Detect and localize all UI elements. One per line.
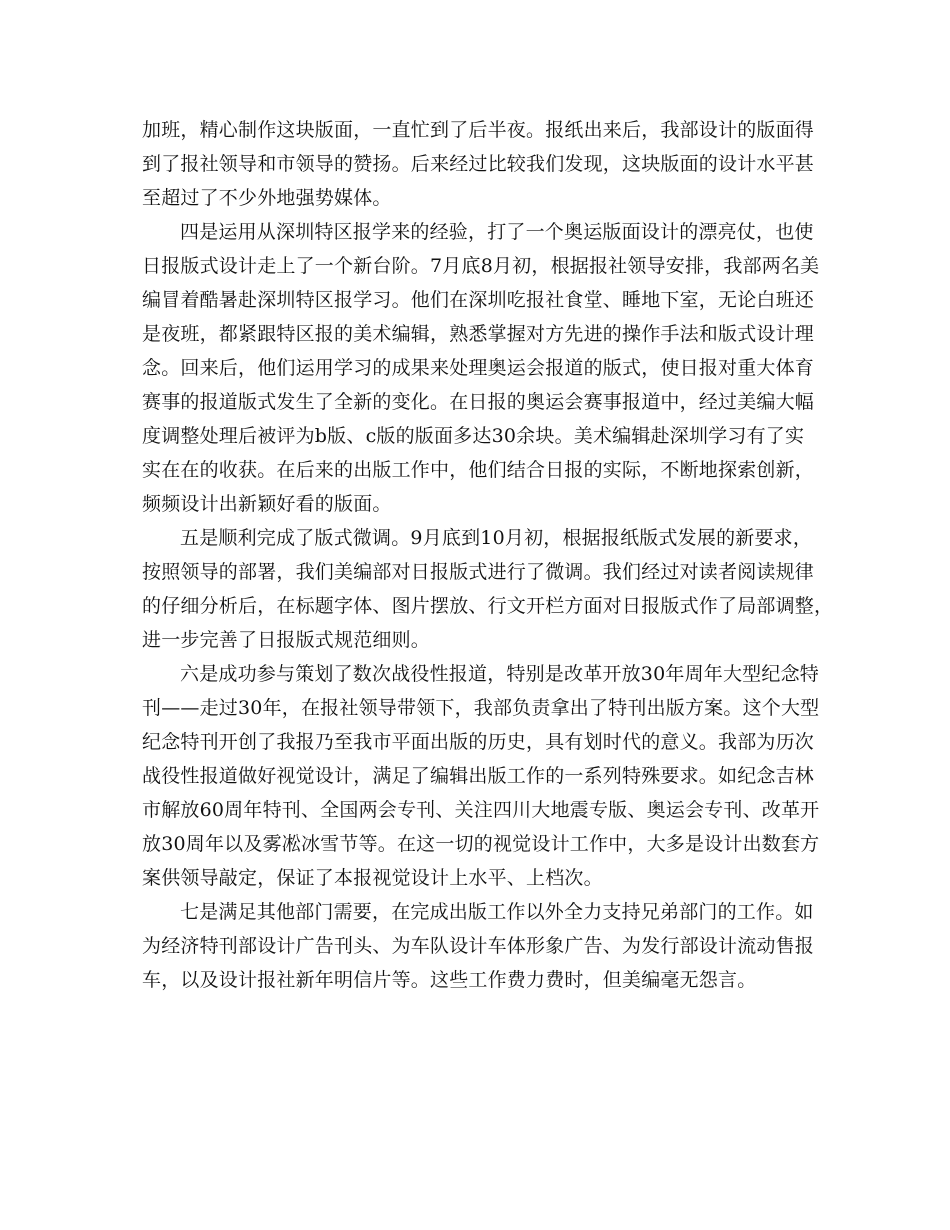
paragraph-3	[142, 521, 834, 657]
text-line: 至超过了不少外地强势媒体。	[142, 187, 392, 209]
paragraph-2	[142, 215, 820, 521]
text-line: 刊——走过30年，在报社领导带领下，我部负责拿出了特刊出版方案。这个大型	[142, 697, 820, 719]
text-line: 进一步完善了日报版式规范细则。	[142, 629, 431, 651]
text-line: 放30周年以及雾凇冰雪节等。在这一切的视觉设计工作中，大多是设计出数套方	[142, 833, 820, 855]
paragraph-1	[142, 113, 815, 215]
text-line: 日报版式设计走上了一个新台阶。7月底8月初，根据报社领导安排，我部两名美	[142, 255, 820, 277]
text-line: 六是成功参与策划了数次战役性报道，特别是改革开放30年周年大型纪念特	[180, 663, 819, 685]
text-line: 频频设计出新颖好看的版面。	[142, 493, 392, 515]
text-line: 编冒着酷暑赴深圳特区报学习。他们在深圳吃报社食堂、睡地下室，无论白班还	[142, 289, 815, 311]
text-line: 七是满足其他部门需要，在完成出版工作以外全力支持兄弟部门的工作。如	[180, 901, 814, 923]
text-line: 念。回来后，他们运用学习的成果来处理奥运会报道的版式，使日报对重大体育	[142, 357, 815, 379]
text-line: 度调整处理后被评为b版、c版的版面多达30余块。美术编辑赴深圳学习有了实	[142, 425, 805, 447]
text-line: 车，以及设计报社新年明信片等。这些工作费力费时，但美编毫无怨言。	[142, 969, 757, 991]
text-line: 纪念特刊开创了我报乃至我市平面出版的历史，具有划时代的意义。我部为历次	[142, 731, 815, 753]
paragraph-4	[142, 657, 820, 895]
text-line: 赛事的报道版式发生了全新的变化。在日报的奥运会赛事报道中，经过美编大幅	[142, 391, 815, 413]
text-line: 加班，精心制作这块版面，一直忙到了后半夜。报纸出来后，我部设计的版面得	[142, 119, 815, 141]
text-line: 是夜班，都紧跟特区报的美术编辑，熟悉掌握对方先进的操作手法和版式设计理	[142, 323, 815, 345]
text-line: 四是运用从深圳特区报学来的经验，打了一个奥运版面设计的漂亮仗，也使	[180, 221, 814, 243]
text-line: 按照领导的部署，我们美编部对日报版式进行了微调。我们经过对读者阅读规律	[142, 561, 815, 583]
text-line: 五是顺利完成了版式微调。9月底到10月初，根据报纸版式发展的新要求，	[180, 527, 813, 549]
text-line: 战役性报道做好视觉设计，满足了编辑出版工作的一系列特殊要求。如纪念吉林	[142, 765, 815, 787]
text-line: 的仔细分析后，在标题字体、图片摆放、行文开栏方面对日报版式作了局部调整，	[142, 595, 834, 617]
text-line: 到了报社领导和市领导的赞扬。后来经过比较我们发现，这块版面的设计水平甚	[142, 153, 815, 175]
paragraph-5	[142, 895, 815, 997]
text-line: 为经济特刊部设计广告刊头、为车队设计车体形象广告、为发行部设计流动售报	[142, 935, 815, 957]
text-line: 市解放60周年特刊、全国两会专刊、关注四川大地震专版、奥运会专刊、改革开	[142, 799, 820, 821]
text-line: 实在在的收获。在后来的出版工作中，他们结合日报的实际，不断地探索创新，	[142, 459, 815, 481]
document-body	[142, 113, 834, 997]
text-line: 案供领导敲定，保证了本报视觉设计上水平、上档次。	[142, 867, 603, 889]
